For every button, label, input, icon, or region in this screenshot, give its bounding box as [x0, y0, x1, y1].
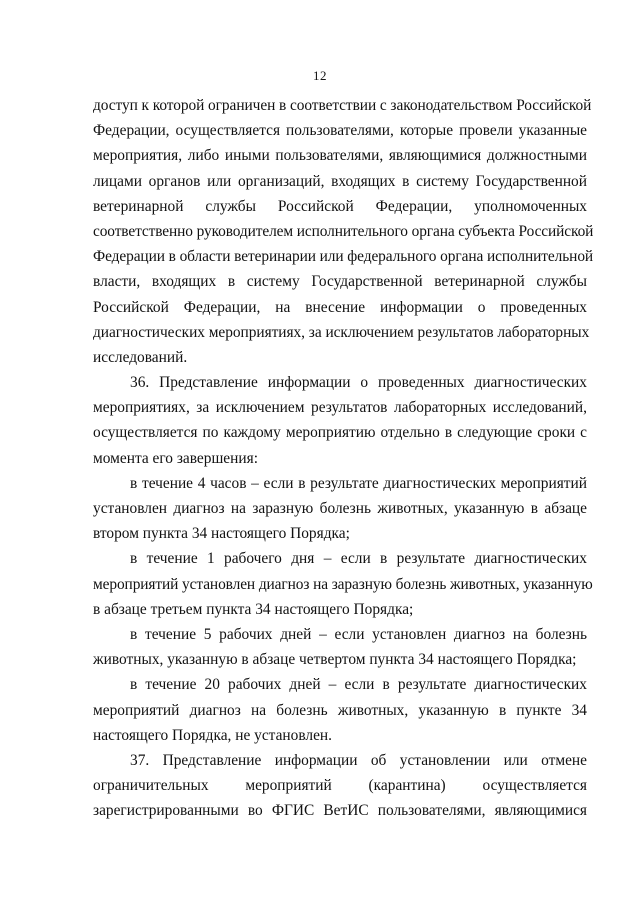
text-line: установлен диагноз на заразную болезнь животных, указанную в абзаце	[93, 500, 587, 517]
text-line: в абзаце третьем пункта 34 настоящего Порядка;	[93, 600, 414, 618]
text-line: исследований.	[93, 348, 188, 366]
text-line: власти, входящих в систему Государственной ветеринарной службы	[93, 273, 587, 291]
text-line: мероприятий диагноз на болезнь животных, указанную в пункте 34	[93, 701, 587, 719]
text-line: доступ к которой ограничен в соответствии с законодательством Российской	[93, 97, 592, 114]
text-line: в течение 1 рабочего дня – если в результате диагностических	[130, 550, 587, 568]
text-line: ветеринарной службы Российской Федерации, уполномоченных	[93, 197, 587, 215]
text-line: ограничительных мероприятий (карантина) осуществляется	[93, 777, 587, 795]
text-line: диагностических мероприятиях, за исключением результатов лабораторных	[93, 323, 590, 341]
text-line: Федерации в области ветеринарии или федерального органа исполнительной	[93, 248, 594, 266]
text-line: 36. Представление информации о проведенных диагностических	[130, 374, 587, 392]
text-line: мероприятий установлен диагноз на заразную болезнь животных, указанную	[93, 575, 593, 593]
body-text	[93, 93, 594, 823]
text-line: момента его завершения:	[93, 449, 258, 467]
text-line: в течение 5 рабочих дней – если установлен диагноз на болезнь	[130, 625, 587, 643]
text-line: животных, указанную в абзаце четвертом пункта 34 настоящего Порядка;	[93, 651, 577, 669]
text-line: в течение 4 часов – если в результате диагностических мероприятий	[130, 474, 587, 492]
text-line: в течение 20 рабочих дней – если в результате диагностических	[130, 676, 587, 694]
text-line: лицами органов или организаций, входящих в систему Государственной	[93, 172, 587, 190]
text-line: втором пункта 34 настоящего Порядка;	[93, 525, 350, 543]
text-line: мероприятия, либо иными пользователями, являющимися должностными	[93, 147, 587, 165]
text-line: мероприятиях, за исключением результатов лабораторных исследований,	[93, 399, 587, 417]
page-number: 12	[313, 68, 327, 83]
text-line: Российской Федерации, на внесение информации о проведенных	[93, 298, 587, 316]
text-line: Федерации, осуществляется пользователями, которые провели указанные	[93, 122, 587, 140]
text-line: 37. Представление информации об установлении или отмене	[130, 751, 587, 769]
text-line: настоящего Порядка, не установлен.	[93, 726, 333, 744]
text-line: зарегистрированными во ФГИС ВетИС пользователями, являющимися	[93, 802, 587, 820]
text-line: соответственно руководителем исполнительного органа субъекта Российской	[93, 222, 594, 240]
text-line: осуществляется по каждому мероприятию отдельно в следующие сроки с	[93, 424, 587, 442]
